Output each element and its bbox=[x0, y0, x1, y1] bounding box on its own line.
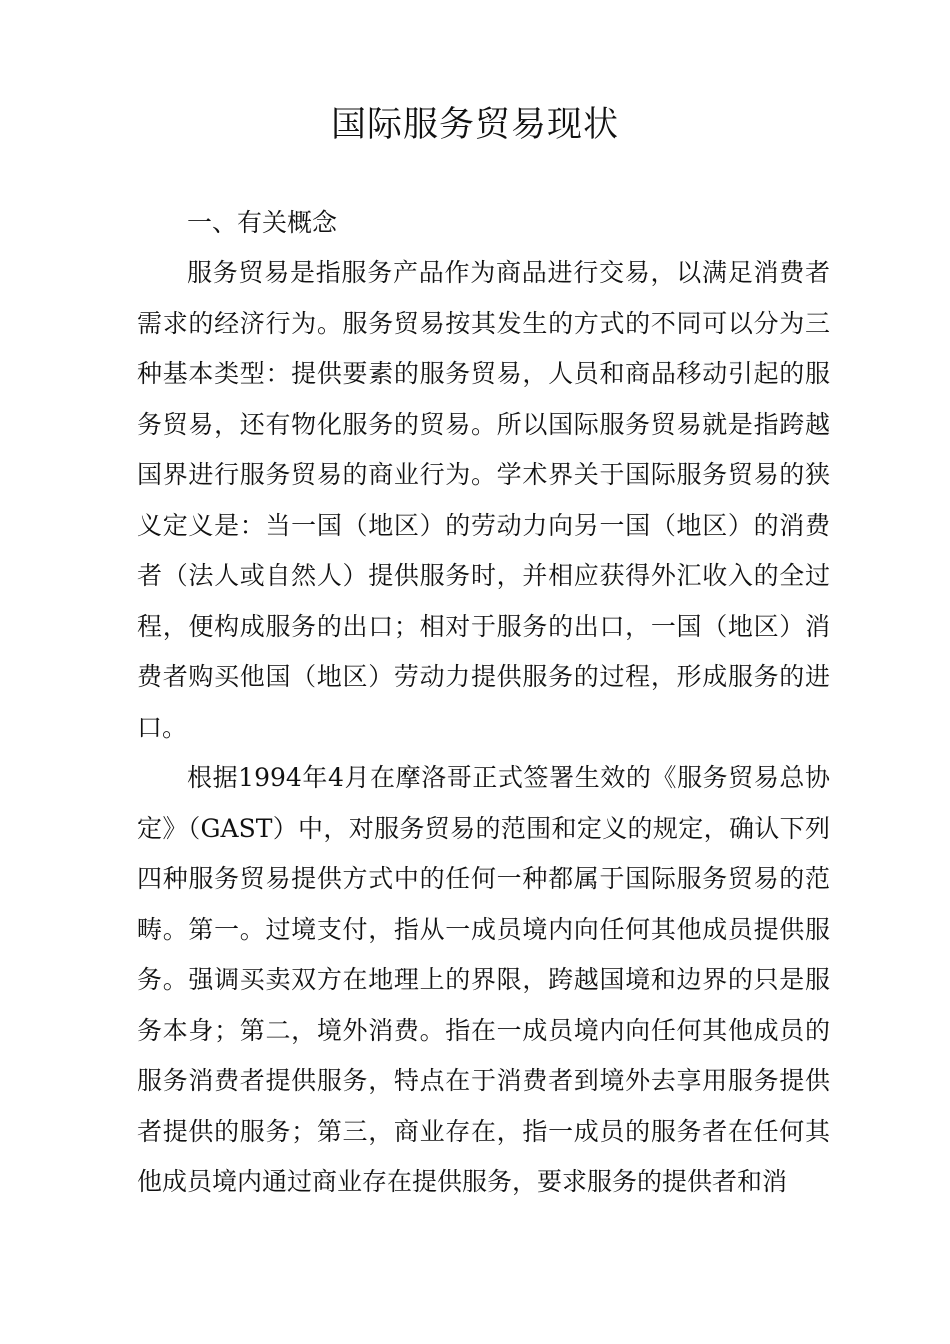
document-body bbox=[137, 198, 830, 1208]
section-heading: 一、有关概念 bbox=[187, 208, 338, 237]
paragraph-definition: 服务贸易是指服务产品作为商品进行交易，以满足消费者需求的经济行为。服务贸易按其发生的方式的不同可以分为三种基本类型：提供要素的服务贸易，人员和商品移动引起的服务贸易，还有物化服务的贸易。所以国际服务贸易就是指跨越国界进行服务贸易的商业行为。学术界关于国际服务贸易的狭义定义是：当一国（地区）的劳动力向另一国（地区）的消费者（法人或自然人）提供服务时，并相应获得外汇收入的全过程，便构成服务的出口；相对于服务的出口，一国（地区）消费者购买他国（地区）劳动力提供服务的过程，形成服务的进口。 bbox=[137, 258, 830, 742]
paragraph-gats: 根据1994年4月在摩洛哥正式签署生效的《服务贸易总协定》（GAST）中，对服务贸易的范围和定义的规定，确认下列四种服务贸易提供方式中的任何一种都属于国际服务贸易的范畴。第一。过境支付，指从一成员境内向任何其他成员提供服务。强调买卖双方在地理上的界限，跨越国境和边界的只是服务本身；第二，境外消费。指在一成员境内向任何其他成员的服务消费者提供服务，特点在于消费者到境外去享用服务提供者提供的服务；第三，商业存在，指一成员的服务者在任何其他成员境内通过商业存在提供服务，要求服务的提供者和消 bbox=[137, 763, 830, 1196]
document-title: 国际服务贸易现状 bbox=[330, 105, 619, 145]
